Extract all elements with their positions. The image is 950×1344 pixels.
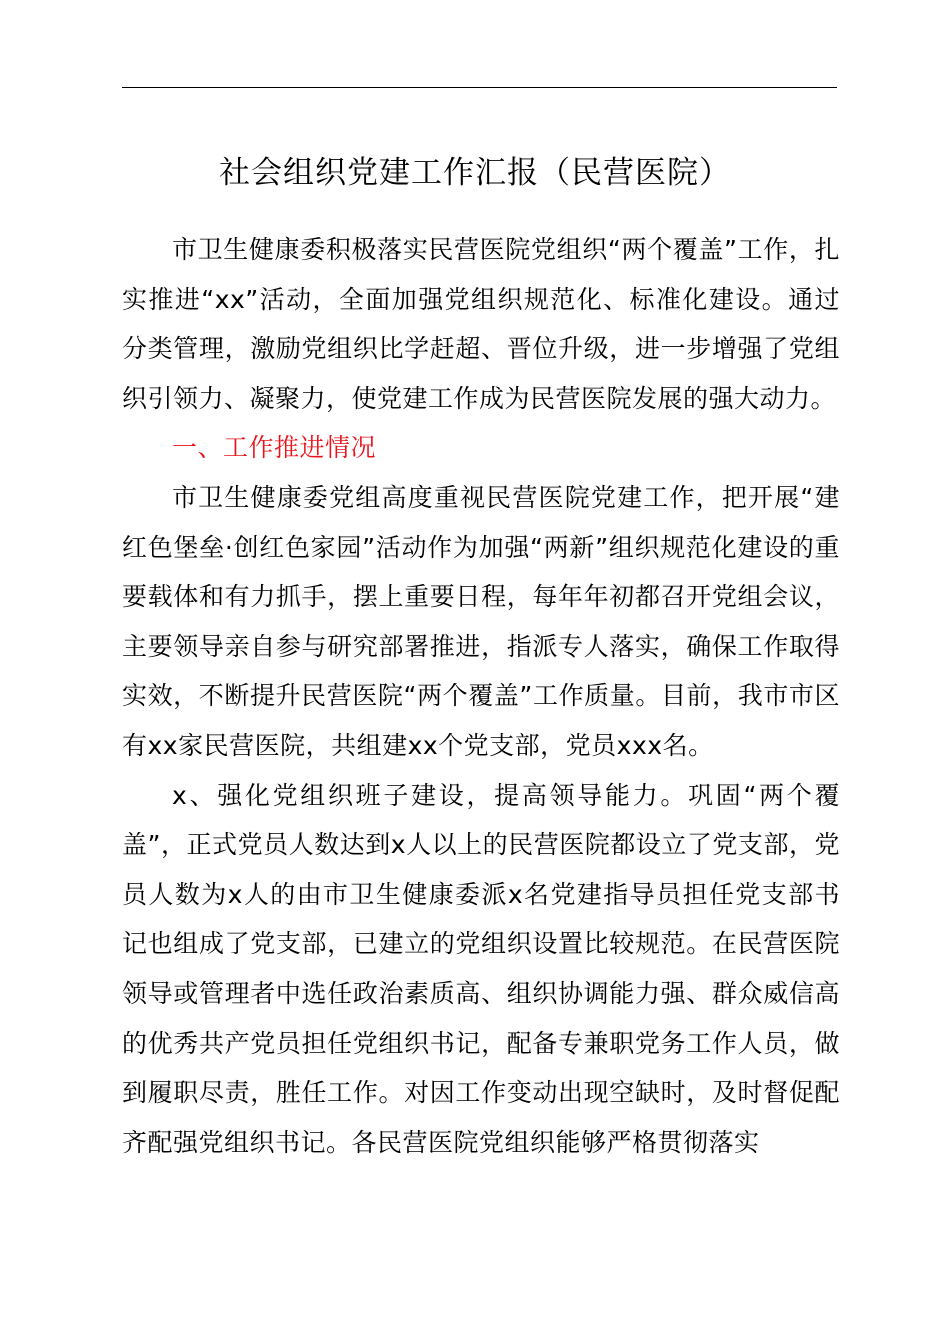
section1-paragraph-2: x、强化党组织班子建设，提高领导能力。巩固“两个覆盖”，正式党员人数达到x人以上的民营医院都设立了党支部，党员人数为x人的由市卫生健康委派x名党建指导员担任党支部书记也组成了党支部，已建立的党组织设置比较规范。在民营医院领导或管理者中选任政治素质高、组织协调能力强、群众威信高的优秀共产党员担任党组织书记，配备专兼职党务工作人员，做到履职尽责，胜任工作。对因工作变动出现空缺时，及时督促配齐配强党组织书记。各民营医院党组织能够严格贯彻落实	[122, 780, 840, 1157]
document-body	[122, 225, 840, 1167]
header-rule	[122, 87, 837, 88]
section1-paragraph-1: 市卫生健康委党组高度重视民营医院党建工作，把开展“建红色堡垒·创红色家园”活动作为加强“两新”组织规范化建设的重要载体和有力抓手，摆上重要日程，每年年初都召开党组会议，主要领导亲自参与研究部署推进，指派专人落实，确保工作取得实效，不断提升民营医院“两个覆盖”工作质量。目前，我市市区有xx家民营医院，共组建xx个党支部，党员xxx名。	[122, 482, 840, 760]
section-heading-1: 一、工作推进情况	[172, 433, 377, 463]
intro-paragraph: 市卫生健康委积极落实民营医院党组织“两个覆盖”工作，扎实推进“xx”活动，全面加强党组织规范化、标准化建设。通过分类管理，激励党组织比学赶超、晋位升级，进一步增强了党组织引领力、凝聚力，使党建工作成为民营医院发展的强大动力。	[122, 235, 840, 413]
document-title: 社会组织党建工作汇报（民营医院）	[219, 155, 731, 191]
